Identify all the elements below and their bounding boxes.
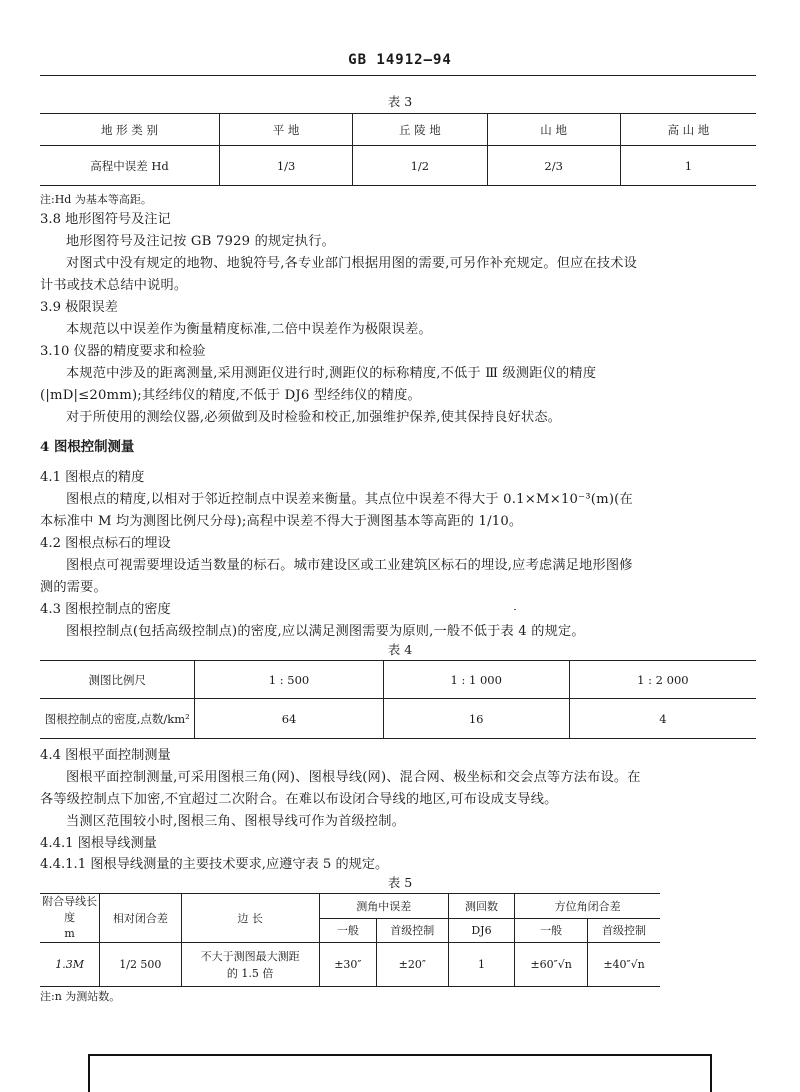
table5-header-side: 边 长 — [181, 894, 319, 943]
table5-sub-general2: 一般 — [515, 918, 588, 943]
table5-header-rounds: 测回数 — [448, 894, 515, 919]
table5-header-azimuth: 方位角闭合差 — [515, 894, 660, 919]
standard-number: GB 14912—94 — [348, 52, 452, 68]
table5-cell-side-a: 不大于测图最大测距 — [200, 949, 300, 963]
table4-cell: 16 — [383, 699, 569, 739]
section-3-10-p1a: 本规范中涉及的距离测量,采用测距仪进行时,测距仪的标称精度,不低于 Ⅲ 级测距仪的精度 — [66, 366, 597, 381]
table5-header-closure: 相对闭合差 — [100, 894, 181, 943]
table3-cell: 2/3 — [487, 146, 620, 186]
section-3-8-p2a: 对图式中没有规定的地物、地貌符号,各专业部门根据用图的需要,可另作补充规定。但应在技术设 — [66, 256, 638, 271]
section-4-4-1-1-text: 4.4.1.1 图根导线测量的主要技术要求,应遵守表 5 的规定。 — [40, 857, 389, 872]
table3-header-high-mountain: 高 山 地 — [620, 114, 756, 146]
section-3-8-title: 3.8 地形图符号及注记 — [40, 212, 171, 227]
section-3-9-title: 3.9 极限误差 — [40, 300, 118, 315]
section-4-3-title: 4.3 图根控制点的密度 — [40, 602, 171, 617]
table3-cell: 1 — [620, 146, 756, 186]
table3 — [40, 113, 756, 186]
section-3-10-p2: 对于所使用的测绘仪器,必须做到及时检验和校正,加强维护保养,使其保持良好状态。 — [66, 410, 562, 425]
section-4-1-p1a: 图根点的精度,以相对于邻近控制点中误差来衡量。其点位中误差不得大于 0.1×M×10⁻³(m)(在 — [66, 492, 633, 507]
table5-header-length-unit: m — [64, 927, 75, 940]
table4-caption: 表 4 — [387, 642, 413, 657]
section-4-4-title: 4.4 图根平面控制测量 — [40, 748, 171, 763]
section-3-9-p1: 本规范以中误差作为衡量精度标准,二倍中误差作为极限误差。 — [66, 322, 432, 337]
table5-cell-angle-first: ±20″ — [376, 943, 448, 987]
chapter-4-title: 4 图根控制测量 — [40, 439, 135, 455]
table5-sub-first2: 首级控制 — [588, 918, 660, 943]
table5-caption: 表 5 — [387, 875, 413, 890]
table5-cell-angle-general: ±30″ — [319, 943, 376, 987]
table4-header-2000: 1 : 2 000 — [569, 661, 756, 699]
section-3-10-p1b: (|mD|≤20mm);其经纬仪的精度,不低于 DJ6 型经纬仪的精度。 — [40, 388, 421, 403]
section-4-3-p1: 图根控制点(包括高级控制点)的密度,应以满足测图需要为原则,一般不低于表 4 的规定。 — [66, 624, 585, 639]
section-4-4-1-title: 4.4.1 图根导线测量 — [40, 836, 157, 851]
table5-cell-closure: 1/2 500 — [100, 943, 181, 987]
table5-cell-rounds: 1 — [448, 943, 515, 987]
table4-header-scale: 测图比例尺 — [40, 661, 195, 699]
table4-cell: 4 — [569, 699, 756, 739]
table3-header-mountain: 山 地 — [487, 114, 620, 146]
table5-cell-az-general: ±60″√n — [515, 943, 588, 987]
section-4-2-p1b: 测的需要。 — [40, 580, 107, 595]
section-3-8-p1: 地形图符号及注记按 GB 7929 的规定执行。 — [66, 234, 335, 249]
table3-header-flat: 平 地 — [219, 114, 352, 146]
table4 — [40, 660, 756, 739]
table5-header-length — [40, 894, 100, 943]
table3-cell: 1/2 — [353, 146, 487, 186]
section-4-1-p1b: 本标准中 M 均为测图比例尺分母);高程中误差不得大于测图基本等高距的 1/10。 — [40, 514, 523, 529]
table3-header-hilly: 丘 陵 地 — [353, 114, 487, 146]
section-3-8-p2b: 计书或技术总结中说明。 — [40, 278, 188, 293]
table5-cell-side-b: 的 1.5 倍 — [226, 966, 274, 980]
table3-note: 注:Hd 为基本等高距。 — [40, 193, 152, 206]
section-4-1-title: 4.1 图根点的精度 — [40, 470, 145, 485]
table5 — [40, 893, 660, 987]
table5-header-angle: 测角中误差 — [319, 894, 448, 919]
section-4-4-p2: 当测区范围较小时,图根三角、图根导线可作为首级控制。 — [66, 814, 406, 829]
table5-cell-side — [181, 943, 319, 987]
table5-sub-dj6: DJ6 — [448, 918, 515, 943]
table5-header-length-label: 附合导线长度 — [42, 895, 98, 924]
section-4-2-title: 4.2 图根点标石的埋设 — [40, 536, 171, 551]
table3-header-terrain: 地 形 类 别 — [40, 114, 219, 146]
table5-cell-length: 1.3M — [40, 943, 100, 987]
scan-speck — [514, 609, 516, 610]
section-4-2-p1a: 图根点可视需要埋设适当数量的标石。城市建设区或工业建筑区标石的埋设,应考虑满足地形图修 — [66, 558, 633, 573]
section-4-4-p1b: 各等级控制点下加密,不宜超过二次附合。在难以布设闭合导线的地区,可布设成支导线。 — [40, 792, 558, 807]
table3-row-label: 高程中误差 Hd — [40, 146, 219, 186]
table4-header-500: 1 : 500 — [195, 661, 383, 699]
table4-row-label: 图根控制点的密度,点数/km² — [40, 699, 195, 739]
table5-cell-az-first: ±40″√n — [588, 943, 660, 987]
table5-sub-first: 首级控制 — [376, 918, 448, 943]
header-rule — [40, 75, 756, 76]
table4-cell: 64 — [195, 699, 383, 739]
bottom-frame — [88, 1054, 712, 1092]
table5-sub-general: 一般 — [319, 918, 376, 943]
table3-cell: 1/3 — [219, 146, 352, 186]
table5-note: 注:n 为测站数。 — [40, 990, 121, 1003]
table4-header-1000: 1 : 1 000 — [383, 661, 569, 699]
section-3-10-title: 3.10 仪器的精度要求和检验 — [40, 344, 206, 359]
section-4-4-p1a: 图根平面控制测量,可采用图根三角(网)、图根导线(网)、混合网、极坐标和交会点等方法布设。在 — [66, 770, 641, 785]
table3-caption: 表 3 — [387, 94, 413, 109]
